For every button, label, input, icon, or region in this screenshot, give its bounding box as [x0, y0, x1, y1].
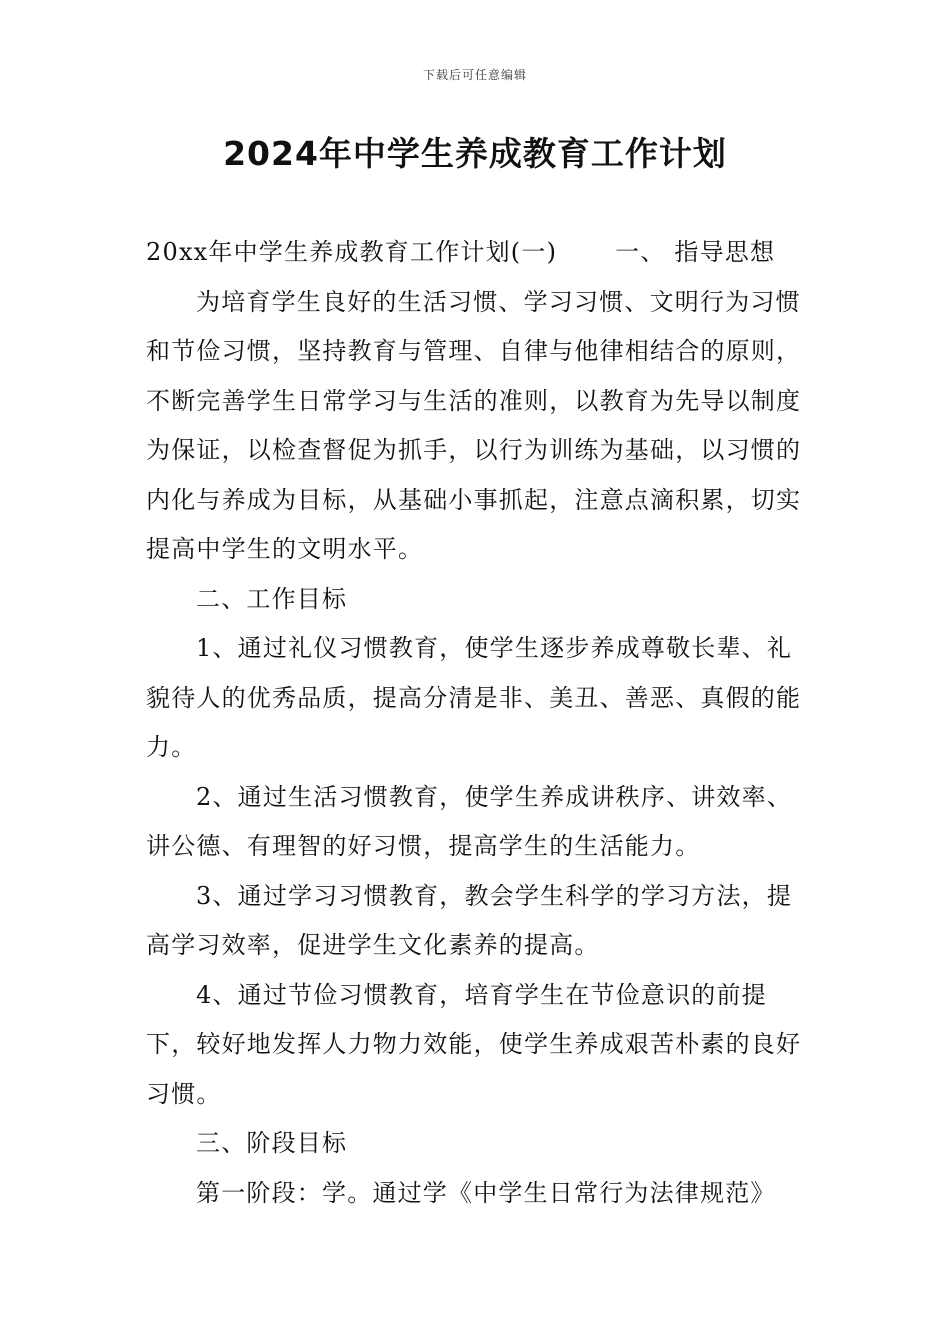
header-note: 下载后可任意编辑	[422, 68, 527, 82]
paragraph-guiding-thought: 为培育学生良好的生活习惯、学习习惯、文明行为习惯和节俭习惯，坚持教育与管理、自律与他律相结合的原则，不断完善学生日常学习与生活的准则，以教育为先导以制度为保证，以检查督促为抓手，以行为训练为基础，以习惯的内化与养成为目标，从基础小事抓起，注意点滴积累，切实提高中学生的文明水平。	[146, 287, 802, 563]
section-heading-2: 二、工作目标	[196, 584, 348, 613]
subtitle-line	[146, 228, 808, 278]
paragraph-goal-2: 2、通过生活习惯教育，使学生养成讲秩序、讲效率、讲公德、有理智的好习惯，提高学生的生活能力。	[146, 782, 793, 860]
document-body	[146, 228, 808, 1218]
section-heading-3: 三、阶段目标	[196, 1129, 348, 1157]
subtitle-lead: 20xx年中学生养成教育工作计划(一)	[146, 238, 558, 266]
paragraph-goal-3: 3、通过学习习惯教育，教会学生科学的学习方法，提高学习效率，促进学生文化素养的提高。	[146, 881, 793, 959]
paragraph-goal-1: 1、通过礼仪习惯教育，使学生逐步养成尊敬长辈、礼貌待人的优秀品质，提高分清是非、美丑、善恶、真假的能力。	[146, 634, 802, 761]
paragraph-goal-4: 4、通过节俭习惯教育，培育学生在节俭意识的前提下，较好地发挥人力物力效能，使学生养成艰苦朴素的良好习惯。	[146, 980, 802, 1108]
section-heading-1: 一、 指导思想	[615, 238, 776, 266]
document-title: 2024年中学生养成教育工作计划	[223, 134, 727, 173]
paragraph-stage-1: 第一阶段：学。通过学《中学生日常行为法律规范》	[196, 1178, 776, 1207]
